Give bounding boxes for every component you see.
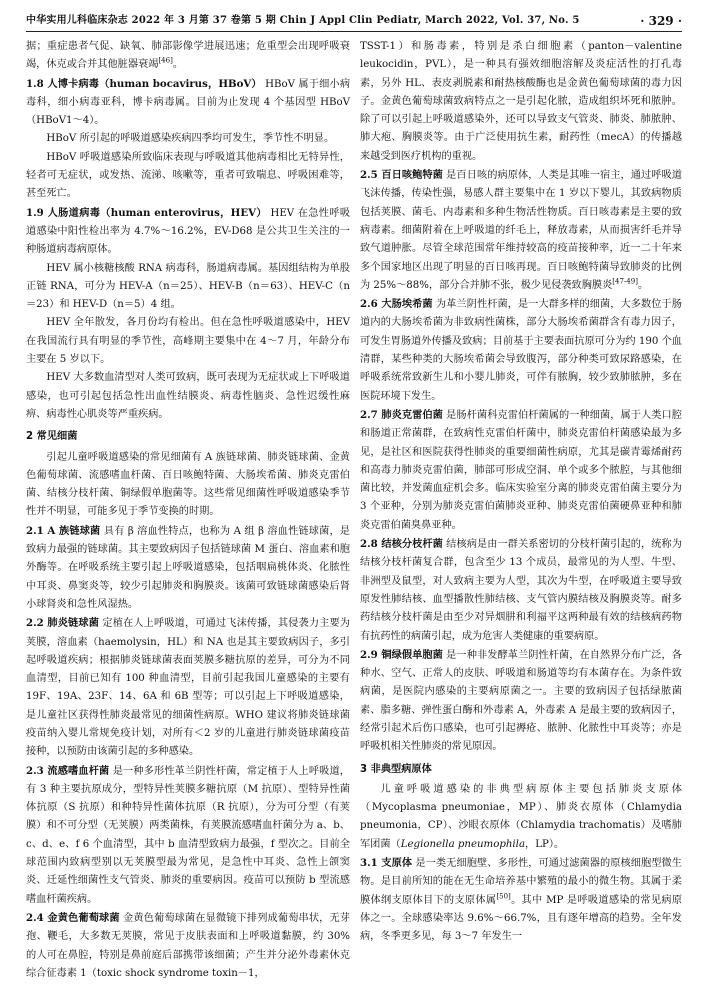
section-2-9: 2.9 铜绿假单胞菌 是一种非发酵革兰阴性杆菌，在自然界分布广泛，各种水、空气、正常人的皮肤、呼吸道和肠道等均有本菌存在。为条件致病菌，是医院内感染的主要病原菌之一。主要的致病因子包括绿脓菌素、脂多糖、弹性蛋白酶和外毒素 A，外毒素 A 是最主要的致病因子，经常引起术后伤口感染，也可引起褥疮、脓肿、化脓性中耳炎等；亦是呼吸机相关性肺炎的常见原因。 bbox=[360, 648, 682, 753]
section-2-6: 2.6 大肠埃希菌 为革兰阴性杆菌，是一大群多样的细菌，大多数位于肠道内的大肠埃希菌为非致病性菌株，部分大肠埃希菌群含有毒力因子，可发生胃肠道外传播及致病；目前基于主要表面抗原可分为约 190 个血清群，某些种类的大肠埃希菌会导致腹泻，部分种类可致尿路感染，在呼吸系统常致新生儿和小婴儿肺炎，可伴有脓胸，较少致肺脓肿，多在医院环境下发生。 bbox=[360, 298, 682, 402]
paragraph: 引起儿童呼吸道感染的常见细菌有 A 族链球菌、肺炎链球菌、金黄色葡萄球菌、流感嗜血杆菌、百日咳鲍特菌、大肠埃希菌、肺炎克雷伯菌、结核分枝杆菌、铜绿假单胞菌等。这些常见细菌性呼吸道感染季节性并不明显，可能多见于季节变换的时期。 bbox=[26, 451, 350, 518]
left-column bbox=[26, 38, 350, 982]
running-header bbox=[26, 8, 682, 32]
section-2-3: 2.3 流感嗜血杆菌 是一种多形性革兰阴性杆菌，常定植于人上呼吸道，有 3 种主要抗原成分，型特异性荚膜多糖抗原（M 抗原）、型特异性菌体抗原（S 抗原）和种特异性菌体抗原（R 抗原），分为可分型（有荚膜）和不可分型（无荚膜）两类菌株，有荚膜流感嗜血杆菌分为 a、b、c、d、e、f 6 个血清型，其中 b 血清型致病力最强，f 型次之。目前全球范围内致病型别以无荚膜型最为常见，是急性中耳炎、急性上颌窦炎、迁延性细菌性支气管炎、肺炎的重要病因。疫苗可以预防 b 型流感嗜血杆菌疾病。 bbox=[26, 764, 350, 905]
section-2-2: 2.2 肺炎链球菌 定植在人上呼吸道，可通过飞沫传播，其侵袭力主要为荚膜，溶血素（haemolysin，HL）和 NA 也是其主要致病因子，多引起呼吸道疾病；根据肺炎链球菌表面荚膜多糖抗原的差异，可分为不同血清型，目前已知有 100 种血清型，目前引起我国儿童感染的主要有 19F、19A、23F、14、6A 和 6B 型等；可以引起上下呼吸道感染，是儿童社区获得性肺炎最常见的细菌性病原。WHO 建议将肺炎链球菌疫苗纳入婴儿常规免疫计划，对所有＜2 岁的儿童进行肺炎链球菌疫苗接种，以预防由该菌引起的多种感染。 bbox=[26, 617, 350, 758]
section-1-9: 1.9 人肠道病毒（human enterovirus，HEV） HEV 在急性呼吸道感染中阳性检出率为 4.7%～16.2%，EV-D68 是公共卫生关注的一种肠道病毒病原体。 bbox=[26, 206, 350, 256]
paragraph: HEV 属小核糖核酸 RNA 病毒科，肠道病毒属。基因组结构为单股正链 RNA，可分为 HEV-A（n＝25）、HEV-B（n＝63）、HEV-C（n＝23）和 HEV-D（n＝5）4 组。 bbox=[26, 262, 350, 311]
paragraph: TSST-1）和肠毒素，特别是杀白细胞素（panton－valentine leukocidin，PVL），是一种具有强效细胞溶解及炎症活性的打孔毒素，另外 HL、表皮剥脱素和耐热核酸酶也是金黄色葡萄球菌的毒力因子。金黄色葡萄球菌致病特点之一是引起化脓，造成组织坏死和脓肿。除了可以引起上呼吸道感染外，还可以导致支气管炎、肺炎、肺脓肿、肺大疱、胸膜炎等。由于广泛使用抗生素，耐药性（mecA）的传播越来越受到医疗机构的重视。 bbox=[360, 41, 682, 162]
section-2-7: 2.7 肺炎克雷伯菌 是肠杆菌科克雷伯杆菌属的一种细菌，属于人类口腔和肠道正常菌群，在致病性克雷伯杆菌中，肺炎克雷伯杆菌感染最为多见，是社区和医院获得性肺炎的重要细菌性病原，尤其是碳青霉烯耐药和高毒力肺炎克雷伯菌，肺部可形成空洞、单个或多个脓腔，与其他细菌比较，并发菌血症机会多。临床实验室分离的肺炎克雷伯菌主要分为 3 个亚种，分别为肺炎克雷伯菌肺炎亚种、肺炎克雷伯菌硬鼻亚种和肺炎克雷伯菌臭鼻亚种。 bbox=[360, 408, 682, 531]
section-heading: 2.6 大肠埃希菌 bbox=[360, 298, 433, 311]
journal-citation: 中华实用儿科临床杂志 2022 年 3 月第 37 卷第 5 期 Chin J Appl Clin Pediatr, March 2022, Vol. 37, No. 5 bbox=[26, 15, 580, 26]
section-heading-3: 3 非典型病原体 bbox=[360, 763, 432, 775]
paragraph: HBoV 所引起的呼吸道感染疾病四季均可发生，季节性不明显。 bbox=[46, 133, 335, 145]
section-1-8: 1.8 人博卡病毒（human bocavirus，HBoV） HBoV 属于细小病毒科，细小病毒亚科，博卡病毒属。目前为止发现 4 个基因型 HBoV（HBoV1～4）。 bbox=[26, 77, 350, 127]
section-heading-2: 2 常见细菌 bbox=[26, 431, 78, 443]
section-heading: 2.8 结核分枝杆菌 bbox=[360, 538, 443, 551]
paragraph: HEV 全年散发，各月份均有检出。但在急性呼吸道感染中，HEV 在我国流行具有明显的季节性，高峰期主要集中在 4～7 月，年龄分布主要在 5 岁以下。 bbox=[26, 317, 350, 366]
section-heading: 2.5 百日咳鲍特菌 bbox=[360, 169, 443, 182]
section-heading: 3.1 支原体 bbox=[360, 857, 413, 870]
section-2-8: 2.8 结核分枝杆菌 结核病是由一群关系密切的分枝杆菌引起的，统称为结核分枝杆菌复合群，包含至少 13 个成员，最常见的为人型、牛型、非洲型及鼠型，对人致病主要为人型，其次为牛型，在呼吸道主要导致原发性肺结核、血型播散性肺结核、支气管内膜结核及胸膜炎等。耐多药结核分枝杆菌是由至少对异烟肼和利福平这两种最有效的结核病药物有抗药性的病菌引起，成为危害人类健康的重要病原。 bbox=[360, 538, 682, 642]
citation: [46] bbox=[158, 56, 173, 65]
section-3-1: 3.1 支原体 是一类无细胞壁、多形性，可通过滤菌器的原核细胞型微生物。是目前所知的能在无生命培养基中繁殖的最小的微生物。其属于柔膜体纲支原体目下的支原体属[50]。其中 MP 是呼吸道感染的常见病原体之一。全球感染率达 9.6%～66.7%，且有逐年增高的趋势。全年发病，冬季更多见，每 3～7 年发生一 bbox=[360, 857, 682, 943]
section-heading: 2.4 金黄色葡萄球菌 bbox=[26, 911, 120, 924]
right-column bbox=[360, 38, 682, 982]
section-heading: 2.7 肺炎克雷伯菌 bbox=[360, 408, 443, 421]
section-heading: 2.2 肺炎链球菌 bbox=[26, 617, 100, 630]
section-2-1: 2.1 A 族链球菌 具有 β 溶血性特点，也称为 A 组 β 溶血性链球菌，是致病力最强的链球菌。其主要致病因子包括链球菌 M 蛋白、溶血素和胞外酶等。在呼吸系统主要引起上呼吸道感染，包括咽扁桃体炎、化脓性中耳炎、鼻窦炎等，较少引起肺炎和胸膜炎。该菌可致链球菌感染后肾小球肾炎和急性风湿热。 bbox=[26, 524, 350, 610]
page-number: · 329 · bbox=[640, 14, 682, 28]
section-heading: 2.3 流感嗜血杆菌 bbox=[26, 764, 110, 777]
section-2-5: 2.5 百日咳鲍特菌 是百日咳的病原体，人类是其唯一宿主，通过呼吸道飞沫传播，传染性强，易感人群主要集中在 1 岁以下婴儿，其致病物质包括荚膜、菌毛、内毒素和多种生物活性物质。百日咳毒素是主要的致病毒素。细菌附着在上呼吸道的纤毛上，释放毒素，从而损害纤毛并导致气道肿胀。尽管全球范围常年维持较高的疫苗接种率，近一二十年来多个国家地区出现了明显的百日咳再现。百日咳鲍特菌导致肺炎的比例为 25%～88%，部分合并肺不张，极少见侵袭致胸膜炎[47-49]。 bbox=[360, 169, 682, 291]
citation: [47-49] bbox=[612, 277, 638, 286]
section-2-4: 2.4 金黄色葡萄球菌 金黄色葡萄球菌在显微镜下排列成葡萄串状，无芽孢、鞭毛，大多数无荚膜，常见于皮肤表面和上呼吸道黏膜，约 30% 的人可在鼻腔，特别是鼻前庭后部携带该细菌；产生并分泌外毒素休克综合征毒素 1（toxic shock syndrome toxin－1， bbox=[26, 911, 350, 979]
paragraph: HEV 大多数血清型对人类可致病，既可表现为无症状或上下呼吸道感染，也可引起包括急性出血性结膜炎、病毒性脑炎、急性迟缓性麻痹、病毒性心肌炎等严重疾病。 bbox=[26, 372, 350, 420]
section-heading: 2.1 A 族链球菌 bbox=[26, 524, 101, 537]
section-heading: 1.8 人博卡病毒（human bocavirus，HBoV） bbox=[26, 77, 262, 90]
paragraph: 据；重症患者气促、缺氧、肺部影像学进展迅速；危重型会出现呼吸衰竭，休克或合并其他脏器衰竭[46]。 bbox=[26, 41, 350, 71]
paragraph: HBoV 呼吸道感染所致临床表现与呼吸道其他病毒相比无特异性，轻者可无症状，或发热、流涕、咳嗽等，重者可致喘息、呼吸困难等，甚至死亡。 bbox=[26, 151, 350, 200]
citation: [50] bbox=[496, 892, 511, 901]
section-heading: 2.9 铜绿假单胞菌 bbox=[360, 648, 443, 661]
section-heading: 1.9 人肠道病毒（human enterovirus，HEV） bbox=[26, 206, 267, 219]
paragraph: 儿童呼吸道感染的非典型病原体主要包括肺炎支原体（Mycoplasma pneumoniae，MP）、肺炎衣原体（Chlamydia pneumonia，CP）、沙眼衣原体（Chlamydia trachomatis）及嗜肺军团菌（Legionella pneumophila，LP）。 bbox=[360, 783, 682, 850]
